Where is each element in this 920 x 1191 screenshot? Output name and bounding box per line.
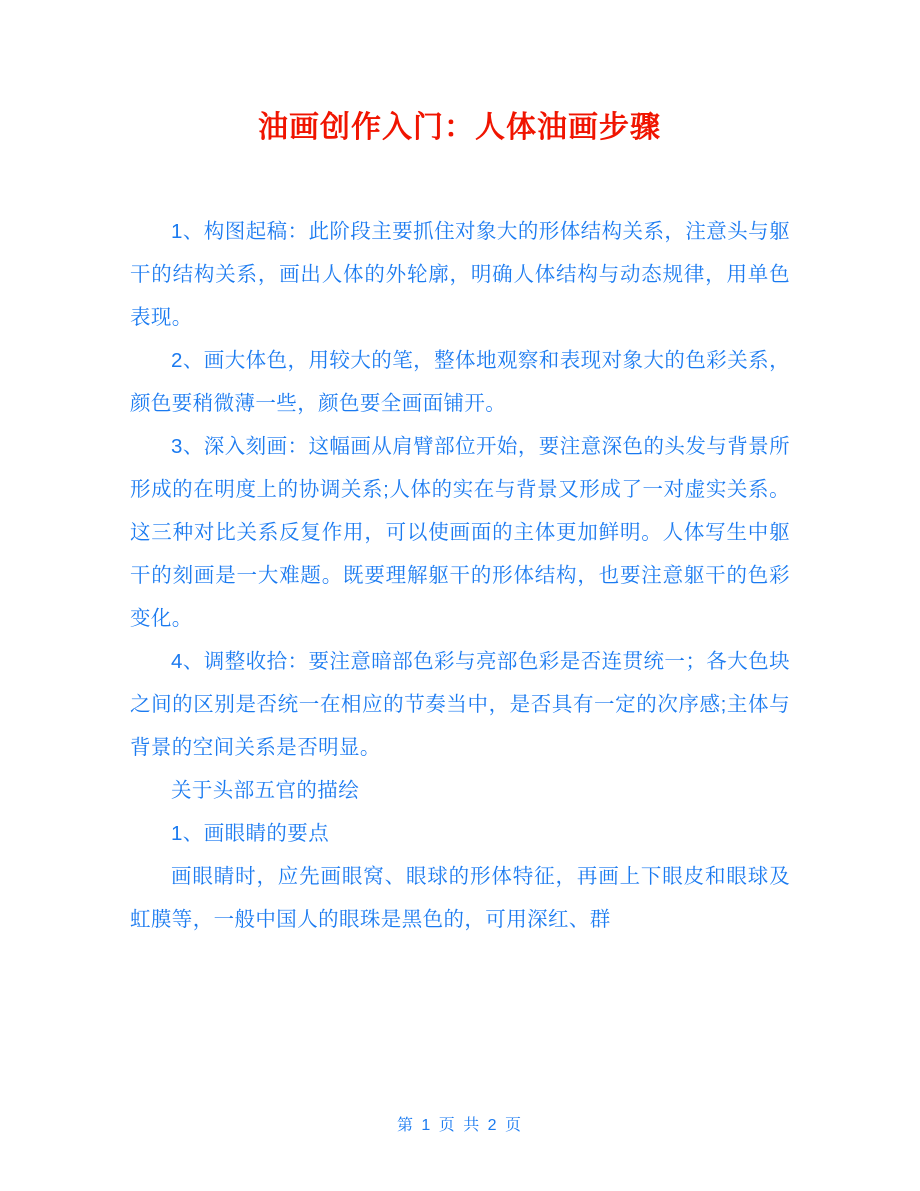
- paragraph-2: 2、画大体色，用较大的笔，整体地观察和表现对象大的色彩关系，颜色要稍微薄一些，颜色要全画面铺开。: [130, 349, 790, 415]
- paragraph-1: 1、构图起稿：此阶段主要抓住对象大的形体结构关系，注意头与躯干的结构关系，画出人体的外轮廓，明确人体结构与动态规律，用单色表现。: [130, 220, 790, 329]
- document-body: [130, 210, 790, 941]
- paragraph-5: 关于头部五官的描绘: [171, 779, 360, 802]
- page-footer: 第 1 页 共 2 页: [396, 1117, 524, 1134]
- paragraph-7: 画眼睛时，应先画眼窝、眼球的形体特征，再画上下眼皮和眼球及虹膜等，一般中国人的眼珠是黑色的，可用深红、群: [130, 865, 790, 931]
- paragraph-6: 1、画眼睛的要点: [171, 822, 330, 845]
- paragraph-4: 4、调整收拾：要注意暗部色彩与亮部色彩是否连贯统一；各大色块之间的区别是否统一在相应的节奏当中，是否具有一定的次序感;主体与背景的空间关系是否明显。: [130, 650, 790, 759]
- page-title: 油画创作入门：人体油画步骤: [258, 111, 661, 144]
- paragraph-3: 3、深入刻画：这幅画从肩臂部位开始，要注意深色的头发与背景所形成的在明度上的协调关系;人体的实在与背景又形成了一对虚实关系。这三种对比关系反复作用，可以使画面的主体更加鲜明。人体写生中躯干的刻画是一大难题。既要理解躯干的形体结构，也要注意躯干的色彩变化。: [130, 435, 790, 630]
